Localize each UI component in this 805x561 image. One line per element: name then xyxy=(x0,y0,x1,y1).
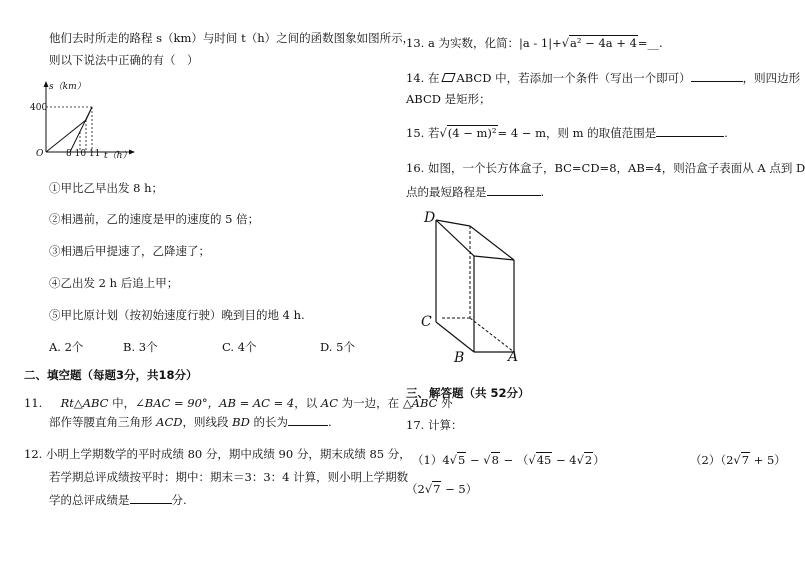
parallelogram-icon xyxy=(442,73,456,82)
option-b: B. 3个 xyxy=(123,340,158,354)
question-intro-line1: 他们去时所走的路程 s（km）与时间 t（h）之间的函数图象如图所示， xyxy=(49,31,415,45)
q17-1-text: − （ xyxy=(499,453,529,467)
q11-triangle-ref: △ABC xyxy=(402,396,438,410)
q11-segment: BD xyxy=(232,415,250,429)
section3-title: 三、解答题（共 52分） xyxy=(406,386,530,400)
q16-text: 点的最短路程是 xyxy=(406,185,487,199)
radical-sign: √ xyxy=(561,36,570,50)
q11-text: 的长为 xyxy=(249,415,288,429)
q11-triangle-acd: ACD xyxy=(156,415,183,429)
q11-text: ，则线段 xyxy=(182,415,233,429)
q17-1-radicand: 8 xyxy=(491,453,499,467)
q11-line2: 部作等腰直角三角形 ACD，则线段 BD 的长为 . xyxy=(49,415,332,429)
q11-side: AC xyxy=(320,396,338,410)
graph-y-axis-label: s（km） xyxy=(49,82,86,92)
q17-3-radicand: 7 xyxy=(433,482,441,496)
q17-part1 xyxy=(412,453,605,468)
q12-text-end: 分. xyxy=(171,493,187,507)
section2-title: 二、填空题（每题3分，共18分） xyxy=(24,368,198,382)
graph-origin: O xyxy=(36,149,44,159)
q17-3-text: − 5） xyxy=(441,482,478,496)
q17-1-radicand: 45 xyxy=(536,453,552,467)
radical-sign: √ xyxy=(483,453,491,467)
q15-radicand: (4 − m)² xyxy=(447,126,497,140)
q11-answer-blank[interactable] xyxy=(288,414,328,426)
q14-text-end: ，则四边形 xyxy=(742,71,801,85)
radical-sign: √ xyxy=(576,453,584,467)
q17-2-text: + 5） xyxy=(750,453,786,467)
q17-part2-line2 xyxy=(406,482,477,497)
statement-2: ②相遇前，乙的速度是甲的速度的 5 倍； xyxy=(49,212,260,226)
question-intro-line2: 则以下说法中正确的有（ ） xyxy=(49,53,199,67)
q14-line2: ABCD 是矩形； xyxy=(406,92,491,106)
q13-text-end: =__. xyxy=(637,36,663,50)
radical-sign: √ xyxy=(424,482,433,496)
q16-answer-blank[interactable] xyxy=(487,184,541,196)
box-label-d: D xyxy=(424,210,436,226)
q12-answer-blank[interactable] xyxy=(130,492,172,504)
q11-text: 外 xyxy=(437,396,453,410)
q14-answer-blank[interactable] xyxy=(691,70,743,82)
q17-1-text: − xyxy=(466,453,484,467)
q17-1-text: ） xyxy=(593,453,605,467)
q15 xyxy=(406,125,728,141)
q12-line2: 若学期总评成绩按平时：期中：期末＝3：3：4 计算，则小明上学期数 xyxy=(49,470,409,484)
statement-4: ④乙出发 2 h 后追上甲； xyxy=(49,276,179,290)
radical-sign: √ xyxy=(449,453,457,467)
box-label-c: C xyxy=(421,314,432,330)
q11-triangle: Rt△ABC xyxy=(60,396,109,410)
q13 xyxy=(406,36,663,51)
q15-text-end: . xyxy=(724,126,728,140)
q11-line1 xyxy=(24,396,453,411)
q17-1-radicand: 2 xyxy=(584,453,593,467)
option-a: A. 2个 xyxy=(49,340,84,354)
graph-x-ticks: 8 10 11 xyxy=(66,149,101,159)
radical-sign: √ xyxy=(528,453,536,467)
q15-text: = 4 − m，则 m 的取值范围是 xyxy=(497,126,657,140)
q17-title: 17. 计算： xyxy=(406,418,463,432)
q11-text: 部作等腰直角三角形 xyxy=(49,415,157,429)
option-d: D. 5个 xyxy=(320,340,355,354)
q17-1-text: − 4 xyxy=(552,453,577,467)
q15-answer-blank[interactable] xyxy=(656,125,724,137)
q17-2-radicand: 7 xyxy=(741,453,750,467)
q11-text: ，以 xyxy=(294,396,321,410)
q12-text: 学的总评成绩是 xyxy=(49,493,130,507)
q17-1-text: （1）4 xyxy=(412,453,450,467)
box-label-b: B xyxy=(454,350,465,366)
statement-5: ⑤甲比原计划（按初始速度行驶）晚到目的地 4 h. xyxy=(49,308,305,322)
q12-line1: 12. 小明上学期数学的平时成绩 80 分，期中成绩 90 分，期末成绩 85 分， xyxy=(24,447,411,461)
cuboid-box-figure xyxy=(422,212,532,362)
q11-number: 11. xyxy=(24,396,43,410)
q15-text: 15. 若 xyxy=(406,126,440,140)
radical-sign: √ xyxy=(439,126,447,140)
option-c: C. 4个 xyxy=(222,340,257,354)
graph-x-axis-label: t（h） xyxy=(104,151,132,161)
q17-3-text: （2 xyxy=(406,482,425,496)
q16-line2 xyxy=(406,184,544,200)
q11-text: 中， xyxy=(108,396,136,410)
q16-text-end: . xyxy=(540,185,545,199)
statement-1: ①甲比乙早出发 8 h； xyxy=(49,181,164,195)
q14-text: ABCD 中，若添加一个条件（写出一个即可） xyxy=(456,71,691,85)
graph-y-tick: 400 xyxy=(30,103,48,113)
q17-2-text: （2）（2 xyxy=(690,453,734,467)
box-label-a: A xyxy=(508,349,519,365)
q17-part2 xyxy=(690,453,786,468)
q11-text: 为一边，在 xyxy=(338,396,403,410)
q14-line1 xyxy=(406,70,800,86)
radical-sign: √ xyxy=(733,453,741,467)
q17-1-radicand: 5 xyxy=(457,453,466,467)
q16-line1: 16. 如图，一个长方体盒子，BC=CD=8，AB=4，则沿盒子表面从 A 点到 D xyxy=(406,161,805,175)
q13-text: 13. a 为实数，化简：|a - 1|+ xyxy=(406,36,562,50)
q12-line3 xyxy=(49,492,187,508)
statement-3: ③相遇后甲提速了，乙降速了； xyxy=(49,244,210,258)
q14-text: 14. 在 xyxy=(406,71,440,85)
q11-condition: ∠BAC = 90°，AB = AC = 4 xyxy=(135,396,295,410)
q13-radicand: a² − 4a + 4 xyxy=(570,36,637,50)
